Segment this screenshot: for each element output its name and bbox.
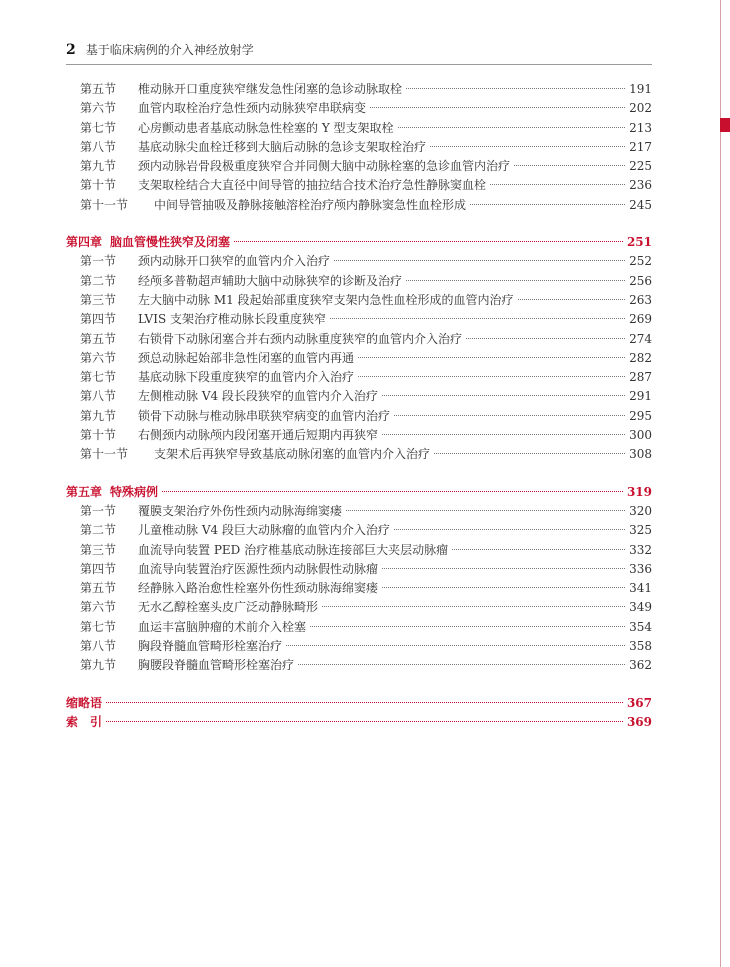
- section-title: 心房颤动患者基底动脉急性栓塞的 Y 型支架取栓: [138, 120, 394, 135]
- toc-section-row[interactable]: [66, 579, 652, 598]
- section-title: LVIS 支架治疗椎动脉长段重度狭窄: [138, 312, 326, 327]
- toc-section-row[interactable]: [66, 196, 652, 215]
- toc-chapter-5-sections: [66, 502, 652, 676]
- section-number: 第三节: [80, 292, 117, 307]
- section-page: 274: [629, 331, 652, 346]
- dot-leader: [358, 376, 625, 377]
- dot-leader: [382, 434, 625, 435]
- section-title: 覆膜支架治疗外伤性颈内动脉海绵窦瘘: [138, 503, 343, 518]
- toc-gap: [66, 676, 652, 694]
- toc-section-row[interactable]: [66, 349, 652, 368]
- section-number: 第七节: [80, 120, 117, 135]
- running-header: [66, 42, 652, 65]
- chapter-page: 251: [626, 235, 652, 250]
- toc-section-row[interactable]: [66, 521, 652, 540]
- toc-chapter-4[interactable]: [66, 233, 652, 252]
- toc-section-row[interactable]: [66, 407, 652, 426]
- dot-leader: [406, 280, 625, 281]
- section-title: 基底动脉尖血栓迁移到大脑后动脉的急诊支架取栓治疗: [138, 139, 427, 154]
- section-page: 332: [629, 542, 652, 557]
- section-page: 263: [629, 292, 652, 307]
- dot-leader: [398, 127, 626, 128]
- dot-leader: [452, 549, 625, 550]
- section-page: 354: [629, 619, 652, 634]
- dot-leader: [370, 107, 625, 108]
- section-page: 336: [629, 561, 652, 576]
- toc-gap: [66, 215, 652, 233]
- toc-section-row[interactable]: [66, 119, 652, 138]
- dot-leader: [334, 260, 625, 261]
- toc-section-row[interactable]: [66, 99, 652, 118]
- dot-leader: [382, 587, 625, 588]
- section-page: 358: [629, 639, 652, 654]
- section-title: 血运丰富脑肿瘤的术前介入栓塞: [138, 619, 307, 634]
- dot-leader: [394, 415, 625, 416]
- section-title: 左侧椎动脉 V4 段长段狭窄的血管内介入治疗: [138, 389, 378, 404]
- section-number: 第四节: [80, 312, 117, 327]
- section-number: 第三节: [80, 542, 117, 557]
- dot-leader: [470, 204, 625, 205]
- dot-leader: [346, 510, 625, 511]
- toc-section-row[interactable]: [66, 272, 652, 291]
- section-number: 第八节: [80, 639, 117, 654]
- index-page: 369: [626, 714, 652, 729]
- section-page: 295: [629, 408, 652, 423]
- section-title: 胸段脊髓血管畸形栓塞治疗: [138, 639, 283, 654]
- chapter-title: 脑血管慢性狭窄及闭塞: [110, 235, 231, 250]
- dot-leader: [382, 395, 625, 396]
- section-title: 无水乙醇栓塞头皮广泛动静脉畸形: [138, 600, 319, 615]
- dot-leader: [162, 491, 623, 492]
- page-edge-rule: [720, 0, 721, 967]
- toc-section-row[interactable]: [66, 252, 652, 271]
- section-number: 第七节: [80, 370, 117, 385]
- section-number: 第二节: [80, 523, 117, 538]
- section-number: 第十节: [80, 178, 117, 193]
- section-title: 右锁骨下动脉闭塞合并右颈内动脉重度狭窄的血管内介入治疗: [138, 331, 463, 346]
- toc-gap: [66, 465, 652, 483]
- dot-leader: [106, 721, 623, 722]
- section-number: 第六节: [80, 101, 117, 116]
- section-title: 儿童椎动脉 V4 段巨大动脉瘤的血管内介入治疗: [138, 523, 390, 538]
- section-number: 第一节: [80, 503, 117, 518]
- dot-leader: [406, 88, 625, 89]
- section-title: 锁骨下动脉与椎动脉串联狭窄病变的血管内治疗: [138, 408, 391, 423]
- section-page: 217: [629, 139, 652, 154]
- section-page: 291: [629, 389, 652, 404]
- toc-continued-sections: [66, 80, 652, 215]
- toc-section-row[interactable]: [66, 176, 652, 195]
- section-number: 第五节: [80, 581, 117, 596]
- dot-leader: [518, 299, 626, 300]
- section-title: 颈内动脉岩骨段极重度狭窄合并同侧大脑中动脉栓塞的急诊血管内治疗: [138, 159, 511, 174]
- section-title: 血流导向装置治疗医源性颈内动脉假性动脉瘤: [138, 561, 379, 576]
- dot-leader: [430, 146, 625, 147]
- section-title: 经静脉入路治愈性栓塞外伤性颈动脉海绵窦瘘: [138, 581, 379, 596]
- section-title: 血管内取栓治疗急性颈内动脉狭窄串联病变: [138, 101, 367, 116]
- toc-index[interactable]: [66, 713, 652, 732]
- section-number: 第一节: [80, 254, 117, 269]
- toc-section-row[interactable]: [66, 502, 652, 521]
- section-title: 基底动脉下段重度狭窄的血管内介入治疗: [138, 370, 355, 385]
- section-title: 支架取栓结合大直径中间导管的抽拉结合技术治疗急性静脉窦血栓: [138, 178, 487, 193]
- section-number: 第八节: [80, 139, 117, 154]
- toc-chapter-4-sections: [66, 252, 652, 464]
- toc-section-row[interactable]: [66, 368, 652, 387]
- section-title: 左大脑中动脉 M1 段起始部重度狭窄支架内急性血栓形成的血管内治疗: [138, 292, 514, 307]
- section-page: 287: [629, 370, 652, 385]
- section-page: 256: [629, 273, 652, 288]
- dot-leader: [434, 453, 625, 454]
- section-title: 右侧颈内动脉颅内段闭塞开通后短期内再狭窄: [138, 428, 379, 443]
- section-page: 349: [629, 600, 652, 615]
- section-number: 第十一节: [80, 447, 129, 462]
- section-title: 中间导管抽吸及静脉接触溶栓治疗颅内静脉窦急性血栓形成: [154, 197, 467, 212]
- chapter-title: 特殊病例: [110, 484, 159, 499]
- dot-leader: [358, 357, 625, 358]
- section-number: 第十一节: [80, 197, 129, 212]
- dot-leader: [322, 606, 625, 607]
- abbreviations-page: 367: [626, 695, 652, 710]
- dot-leader: [382, 568, 625, 569]
- section-page: 213: [629, 120, 652, 135]
- toc-section-row[interactable]: [66, 157, 652, 176]
- dot-leader: [490, 184, 625, 185]
- chapter-page: 319: [626, 484, 652, 499]
- section-title: 血流导向装置 PED 治疗椎基底动脉连接部巨大夹层动脉瘤: [138, 542, 449, 557]
- section-title: 经颅多普勒超声辅助大脑中动脉狭窄的诊断及治疗: [138, 273, 403, 288]
- section-page: 320: [629, 503, 652, 518]
- index-title: 索 引: [66, 714, 103, 729]
- dot-leader: [330, 318, 625, 319]
- toc-section-row[interactable]: [66, 637, 652, 656]
- section-title: 支架术后再狭窄导致基底动脉闭塞的血管内介入治疗: [154, 447, 431, 462]
- toc-section-row[interactable]: [66, 291, 652, 310]
- toc-section-row[interactable]: [66, 598, 652, 617]
- dot-leader: [298, 664, 625, 665]
- section-page: 300: [629, 428, 652, 443]
- toc-section-row[interactable]: [66, 445, 652, 464]
- section-title: 颈内动脉开口狭窄的血管内介入治疗: [138, 254, 331, 269]
- section-number: 第九节: [80, 658, 117, 673]
- section-number: 第五节: [80, 82, 117, 96]
- toc-section-row[interactable]: [66, 387, 652, 406]
- section-number: 第五节: [80, 331, 117, 346]
- book-title: 基于临床病例的介入神经放射学: [85, 43, 254, 57]
- chapter-number: 第五章: [66, 484, 103, 499]
- section-number: 第六节: [80, 350, 117, 365]
- section-number: 第七节: [80, 619, 117, 634]
- dot-leader: [286, 645, 625, 646]
- section-page: 308: [629, 447, 652, 462]
- section-page: 236: [629, 178, 652, 193]
- dot-leader: [514, 165, 625, 166]
- dot-leader: [310, 626, 625, 627]
- section-title: 颈总动脉起始部非急性闭塞的血管内再通: [138, 350, 355, 365]
- toc-section-row[interactable]: [66, 310, 652, 329]
- section-number: 第十节: [80, 428, 117, 443]
- section-page: 202: [629, 101, 652, 116]
- dot-leader: [234, 241, 623, 242]
- toc-section-row[interactable]: [66, 656, 652, 675]
- toc-section-row[interactable]: [66, 541, 652, 560]
- section-page: 225: [629, 159, 652, 174]
- section-page: 191: [629, 82, 652, 96]
- chapter-thumb-tab: [720, 118, 730, 132]
- section-title: 胸腰段脊髓血管畸形栓塞治疗: [138, 658, 295, 673]
- section-number: 第四节: [80, 561, 117, 576]
- section-number: 第二节: [80, 273, 117, 288]
- dot-leader: [466, 338, 625, 339]
- toc-section-row[interactable]: [66, 80, 652, 99]
- section-title: 椎动脉开口重度狭窄继发急性闭塞的急诊动脉取栓: [138, 82, 403, 96]
- section-page: 325: [629, 523, 652, 538]
- section-page: 341: [629, 581, 652, 596]
- table-of-contents: [66, 80, 652, 732]
- toc-section-row[interactable]: [66, 618, 652, 637]
- page-number: 2: [66, 42, 76, 58]
- section-page: 245: [629, 197, 652, 212]
- chapter-number: 第四章: [66, 235, 103, 250]
- section-number: 第八节: [80, 389, 117, 404]
- toc-section-row[interactable]: [66, 426, 652, 445]
- abbreviations-title: 缩略语: [66, 695, 103, 710]
- toc-section-row[interactable]: [66, 138, 652, 157]
- dot-leader: [394, 529, 625, 530]
- section-page: 282: [629, 350, 652, 365]
- section-number: 第九节: [80, 408, 117, 423]
- toc-section-row[interactable]: [66, 560, 652, 579]
- toc-chapter-5[interactable]: [66, 483, 652, 502]
- section-page: 269: [629, 312, 652, 327]
- dot-leader: [106, 702, 623, 703]
- section-number: 第六节: [80, 600, 117, 615]
- toc-section-row[interactable]: [66, 330, 652, 349]
- section-page: 362: [629, 658, 652, 673]
- section-number: 第九节: [80, 159, 117, 174]
- toc-abbreviations[interactable]: [66, 694, 652, 713]
- section-page: 252: [629, 254, 652, 269]
